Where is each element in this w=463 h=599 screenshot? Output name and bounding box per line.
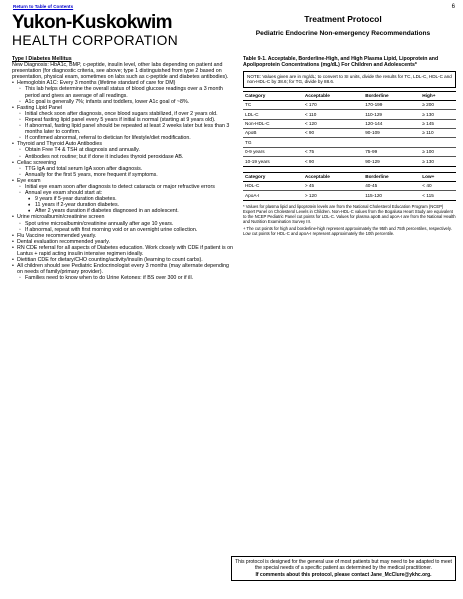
table-cell bbox=[420, 138, 456, 147]
table-header-cell: Category bbox=[243, 91, 303, 100]
protocol-title: Treatment Protocol bbox=[304, 14, 382, 24]
list-item: ◦ Initial check soon after diagnosis, once blood sugars stabilized, if over 2 years old. bbox=[12, 111, 234, 117]
table-cell: 120-144 bbox=[363, 119, 420, 128]
table-cell: ≥ 110 bbox=[420, 129, 456, 138]
list-item: ◦ Initial eye exam soon after diagnosis to detect cataracts or major refractive errors bbox=[12, 184, 234, 190]
table-cell: < 90 bbox=[303, 157, 363, 166]
table-header-cell: High+ bbox=[420, 91, 456, 100]
list-item: • Celiac screening bbox=[12, 160, 234, 166]
table-header-row bbox=[243, 91, 456, 100]
list-item: • Thyroid and Thyroid Auto Antibodies bbox=[12, 141, 234, 147]
list-item: ◦ TTG IgA and total serum IgA soon after diagnosis. bbox=[12, 166, 234, 172]
logo-line1: Yukon-Kuskokwim bbox=[12, 12, 172, 33]
table-cell: 0-9 years bbox=[243, 147, 303, 156]
list-item: • Dietitian CDE for dietary/CHO counting/activity/insulin (learning to count carbs). bbox=[12, 257, 234, 263]
table-cell: < 115 bbox=[420, 191, 456, 200]
table-row bbox=[243, 191, 456, 200]
table-cell: TC bbox=[243, 100, 303, 109]
table-cell: 170-199 bbox=[363, 100, 420, 109]
intro-paragraph: New Diagnosis: HbA1c, BMP, c-peptide, insulin level, other labs depending on patient and presentation (for diagnostic criteria, see above; type 1 distinguished from type 2 based on presentation, physical exam, sometimes on labs such as c-peptide and diabetes antibodies). bbox=[12, 62, 229, 81]
list-item: ◦ Annually for the first 5 years, more frequent if symptoms. bbox=[12, 172, 234, 178]
table-header-cell: Acceptable bbox=[303, 172, 363, 181]
organization-logo bbox=[12, 13, 222, 48]
list-item: • All children should see Pediatric Endocrinologist every 3 months (may alternate depending on needs of family/primary provider). bbox=[12, 263, 234, 275]
table-header-cell: Acceptable bbox=[303, 91, 363, 100]
table-cell bbox=[303, 138, 363, 147]
main-content bbox=[12, 56, 234, 281]
table-cell: > 120 bbox=[303, 191, 363, 200]
list-item: • RN CDE referral for all aspects of Diabetes education. Work closely with CDE if patient is on Lantus + rapid acting insulin intensive regimen ideally. bbox=[12, 245, 234, 257]
disclaimer-contact: If comments about this protocol, please contact Jane_McClure@ykhc.org. bbox=[255, 571, 432, 578]
table-cell: ApoB bbox=[243, 129, 303, 138]
list-item: ♦ 9 years if 5-year duration diabetes. bbox=[12, 196, 234, 202]
list-item: • Dental evaluation recommended yearly. bbox=[12, 239, 234, 245]
table-cell: HDL-C bbox=[243, 181, 303, 190]
table-cell: > 45 bbox=[303, 181, 363, 190]
table-cell: 40-45 bbox=[363, 181, 420, 190]
table-cell: < 170 bbox=[303, 100, 363, 109]
list-item: ♦ After 2 years duration if diabetes diagnosed in an adolescent. bbox=[12, 208, 234, 214]
list-item: ◦ This lab helps determine the overall status of blood glucose readings over a 3 month period and gives an average of all readings. bbox=[12, 86, 234, 98]
table-cell: ≥ 130 bbox=[420, 110, 456, 119]
table-cell: 90-109 bbox=[363, 129, 420, 138]
list-item: ◦ If abnormal, fasting lipid panel should be repeated at least 2 weeks later but less than 3 months later to confirm. bbox=[12, 123, 234, 135]
table-cell: < 75 bbox=[303, 147, 363, 156]
table-cell: 75-99 bbox=[363, 147, 420, 156]
list-item: • Urine microalbumin/creatinine screen bbox=[12, 214, 234, 220]
table-row bbox=[243, 110, 456, 119]
disclaimer-text: This protocol is designed for the general use of most patients but may need to be adapted to meet the special needs of a specific patient as determined by the medical practitioner. bbox=[235, 559, 452, 572]
logo-line2: HEALTH CORPORATION bbox=[12, 33, 179, 48]
list-item: • Fasting Lipid Panel bbox=[12, 105, 234, 111]
disclaimer-box bbox=[231, 556, 456, 581]
table-cell: ≥ 100 bbox=[420, 147, 456, 156]
table-cell: ≥ 145 bbox=[420, 119, 456, 128]
table-header-row bbox=[243, 172, 456, 181]
return-to-toc-link[interactable]: Return to Table of Contents bbox=[13, 4, 74, 9]
list-item: ◦ Families need to know when to do Urine Ketones: if BS over 300 or if ill. bbox=[12, 275, 234, 281]
list-item: • Flu Vaccine recommended yearly. bbox=[12, 233, 234, 239]
table-cell: 10-19 years bbox=[243, 157, 303, 166]
table-cell: 90-129 bbox=[363, 157, 420, 166]
table-cell: Non-HDL-C bbox=[243, 119, 303, 128]
table-header-cell: Borderline bbox=[363, 91, 420, 100]
list-item: ◦ Antibodies not routine; but if done it includes thyroid peroxidase AB. bbox=[12, 154, 234, 160]
table-cell: < 40 bbox=[420, 181, 456, 190]
table-cell: 110-129 bbox=[363, 110, 420, 119]
lipid-table bbox=[243, 91, 456, 201]
table-header-cell: Low+ bbox=[420, 172, 456, 181]
table-cell: < 110 bbox=[303, 110, 363, 119]
list-item: ◦ If confirmed abnormal, referral to dietician for lifestyle/diet modification. bbox=[12, 135, 234, 141]
table-cell: < 120 bbox=[303, 119, 363, 128]
table-title: Table 9-1. Acceptable, Borderline-High, and High Plasma Lipid, Lipoprotein and Apolipoprotein Concentrations (mg/dL) For Children and Adolescents* bbox=[243, 56, 439, 68]
list-item: ♦ 11 years if 2-year duration diabetes. bbox=[12, 202, 234, 208]
table-row bbox=[243, 157, 456, 166]
table-row bbox=[243, 147, 456, 156]
list-item: • Eye exam bbox=[12, 178, 234, 184]
table-header-cell: Borderline bbox=[363, 172, 420, 181]
footnote-2: + The cut points for high and borderline-high represent approximately the 95th and 75th percentiles, respectively. Low cut points for HDL-C and apoA-I represent approximately the 10th percentile. bbox=[243, 225, 452, 236]
list-item: ◦ Spot urine microalbumin/creatinine annually after age 10 years. bbox=[12, 221, 234, 227]
table-cell: ≥ 130 bbox=[420, 157, 456, 166]
list-item: ◦ Repeat fasting lipid panel every 5 years if initial is normal (starting at 9 years old). bbox=[12, 117, 234, 123]
table-row bbox=[243, 129, 456, 138]
table-cell: ≥ 200 bbox=[420, 100, 456, 109]
table-cell: ApoA-I bbox=[243, 191, 303, 200]
table-cell: < 90 bbox=[303, 129, 363, 138]
table-note: NOTE: Values given are in mg/dL; to convert to SI units, divide the results for TC, LDL-C, HDL-C and non-HDL-C by 38.6; for TG, divide by 88.6. bbox=[243, 71, 456, 88]
table-header-cell: Category bbox=[243, 172, 303, 181]
table-row bbox=[243, 181, 456, 190]
list-item: ◦ A1c goal is generally 7%; infants and toddlers, lower A1c goal of ~8%. bbox=[12, 99, 234, 105]
protocol-subtitle: Pediatric Endocrine Non-emergency Recommendations bbox=[255, 30, 431, 37]
table-footnotes bbox=[243, 204, 456, 236]
table-cell bbox=[363, 138, 420, 147]
table-row bbox=[243, 138, 456, 147]
table-cell: 115-120 bbox=[363, 191, 420, 200]
list-item: • Hemoglobin A1C: Every 3 months (lifetime standard of care for DM) bbox=[12, 80, 234, 86]
list-item: ◦ Annual eye exam should start at: bbox=[12, 190, 234, 196]
lipid-table-section bbox=[243, 56, 456, 236]
footnote-1: * Values for plasma lipid and lipoprotein levels are from the National Cholesterol Education Program (NCEP) Expert Panel on Cholesterol Levels in Children. Non-HDL-C values from the Bogalusa Heart Study are equivalent to the NCEP Pediatric Panel cut points for LDL-C. Values for plasma apoB and apoA-I are from the National Health and Nutrition Examination Survey III. bbox=[243, 203, 456, 224]
table-row bbox=[243, 100, 456, 109]
list-item: ◦ Obtain Free T4 & TSH at diagnosis and annually. bbox=[12, 147, 234, 153]
section-heading: Type I Diabetes Mellitus bbox=[12, 56, 72, 62]
table-cell: TG bbox=[243, 138, 303, 147]
table-row bbox=[243, 119, 456, 128]
page-number: 6 bbox=[451, 4, 455, 10]
list-item: ◦ If abnormal, repeat with first morning void or an overnight urine collection. bbox=[12, 227, 234, 233]
protocol-header bbox=[230, 14, 456, 37]
table-cell: LDL-C bbox=[243, 110, 303, 119]
bullet-list bbox=[12, 80, 234, 281]
